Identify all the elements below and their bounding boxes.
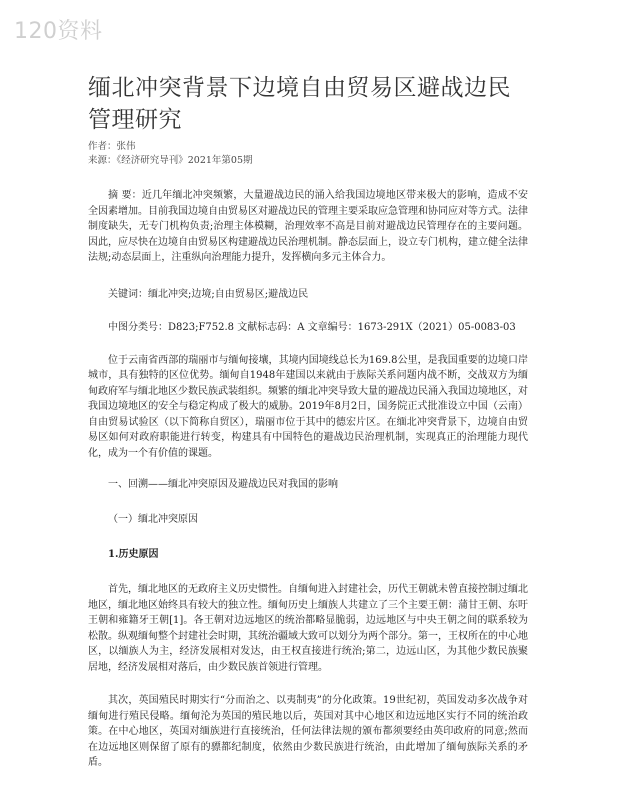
abstract: 摘 要：近几年缅北冲突频繁，大量避战边民的涌入给我国边境地区带来极大的影响，造成不安全因素增加。目前我国边境自由贸易区对避战边民的管理主要采取应急管理和协同应对等方式。法律制度缺失，无专门机构负责;治理主体模糊，治理效率不高是目前对避战边民管理存在的主要问题。因此，应尽快在边境自由贸易区构建避战边民治理机制。静态层面上，设立专门机构，建立健全法律法规;动态层面上，注重纵向治理能力提升，发挥横向多元主体合力。 [88,190,528,263]
article [88,72,528,771]
keywords: 关键词：缅北冲突;边境;自由贸易区;避战边民 [108,288,309,300]
intro-paragraph: 位于云南省西部的瑞丽市与缅甸接壤，其境内国境线总长为169.8公里，是我国重要的边境口岸城市，具有独特的区位优势。缅甸自1948年建国以来就由于族际关系问题内战不断，交战双方为缅甸政府军与缅北地区少数民族武装组织。频繁的缅北冲突导致大量的避战边民涌入我国边境地区，对我国边境地区的安全与稳定构成了极大的威胁。2019年8月2日，国务院正式批准设立中国（云南）自由贸易试验区（以下简称自贸区），瑞丽市位于其中的德宏片区。在缅北冲突背景下，边境自由贸易区如何对政府职能进行转变，构建具有中国特色的避战边民治理机制，实现真正的治理能力现代化，成为一个有价值的课题。 [88,354,528,459]
subsubsection-heading: 1.历史原因 [108,549,159,560]
classification-line: 中图分类号：D823;F752.8 文献标志码：A 文章编号：1673-291X（2021）05-0083-03 [108,321,516,333]
subsection-heading: （一）缅北冲突原因 [108,514,198,525]
author-line: 作者：张伟 [88,141,136,152]
body-paragraph-2: 其次，英国殖民时期实行“分而治之、以夷制夷”的分化政策。19世纪初，英国发动多次战争对缅甸进行殖民侵略。缅甸沦为英国的殖民地以后，英国对其中心地区和边远地区实行不同的统治政策。在中心地区，英国对缅族进行直接统治，任何法律法规的颁布都须要经由英印政府的同意;然而在边远地区则保留了原有的骠都纪制度，依然由少数民族进行统治，由此增加了缅甸族际关系的矛盾。 [88,695,528,768]
page-title: 缅北冲突背景下边境自由贸易区避战边民管理研究 [88,75,511,133]
watermark-logo: 120资料 [14,19,103,44]
source-line: 来源：《经济研究导刊》2021年第05期 [88,155,253,166]
section-heading: 一、回溯——缅北冲突原因及避战边民对我国的影响 [108,479,338,490]
body-paragraph-1: 首先，缅北地区的无政府主义历史惯性。自缅甸进入封建社会，历代王朝就未曾直接控制过缅北地区，缅北地区始终具有较大的独立性。缅甸历史上缅族人共建立了三个主要王朝：蒲甘王朝、东吁王朝和雍籍牙王朝[1]。各王朝对边远地区的统治都略显脆弱，边远地区与中央王朝之间的联系较为松散。纵观缅甸整个封建社会时期，其统治疆域大致可以划分为两个部分。第一，王权所在的中心地区，以缅族人为主，经济发展相对发达，由王权直接进行统治;第二，边远山区，为其他少数民族聚居地，经济发展相对落后，由少数民族首领进行管理。 [88,584,528,673]
